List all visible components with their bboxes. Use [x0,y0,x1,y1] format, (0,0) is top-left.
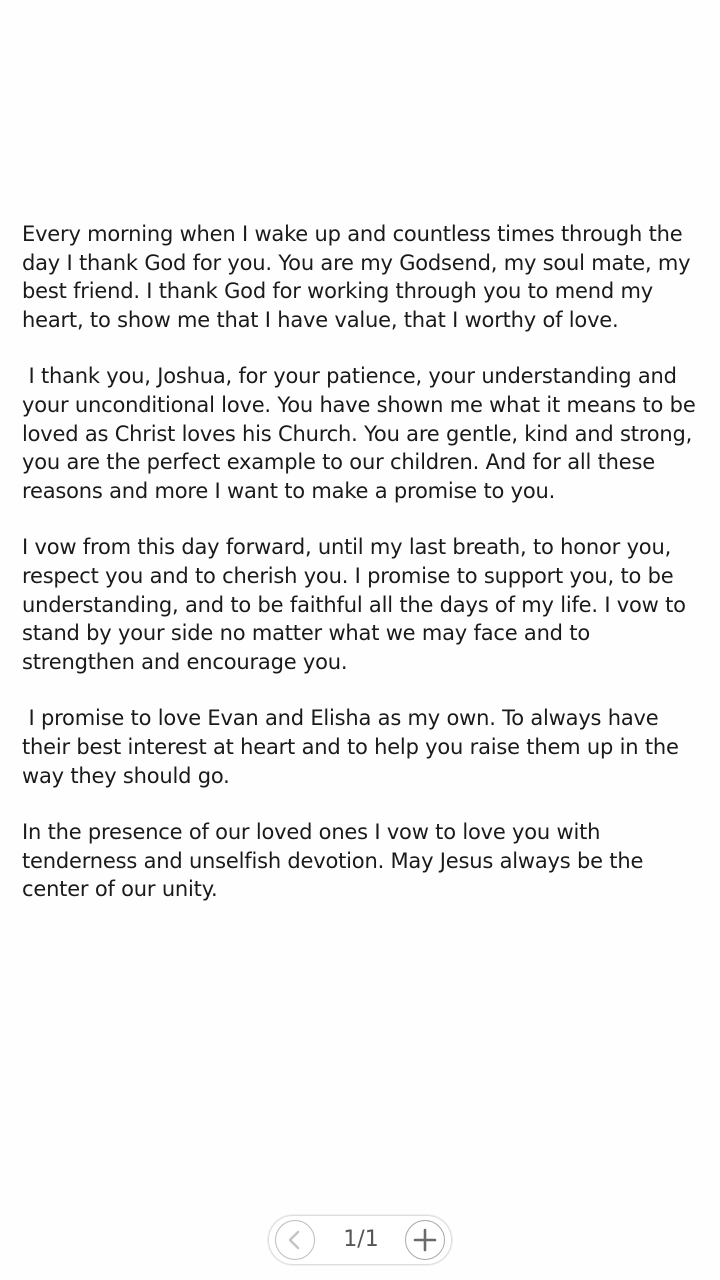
page-navigator [268,1215,452,1265]
plus-icon [413,1228,437,1252]
chevron-left-icon [285,1229,305,1251]
note-paragraph-2: I thank you, Joshua, for your patience, your understanding and your unconditional love. You have shown me what it means to be loved as Christ loves his Church. You are gentle, kind and strong, you are the perfect example to our children. And for all these reasons and more I want to make a promise to you. [22,364,703,503]
note-paragraph-1: Every morning when I wake up and countless times through the day I thank God for you. You are my Godsend, my soul mate, my best friend. I thank God for working through you to mend my heart, to show me that I have value, that I worthy of love. [22,222,697,332]
previous-page-button[interactable] [275,1220,315,1260]
note-body[interactable] [22,220,702,932]
note-paragraph-3: I vow from this day forward, until my last breath, to honor you, respect you and to cherish you. I promise to support you, to be understanding, and to be faithful all the days of my life. I vow to stand by your side no matter what we may face and to strengthen and encourage you. [22,535,693,674]
page-indicator: 1/1 [343,1227,379,1252]
note-paragraph-5: In the presence of our loved ones I vow to love you with tenderness and unselfish devotion. May Jesus always be the center of our unity. [22,820,650,902]
note-paragraph-4: I promise to love Evan and Elisha as my own. To always have their best interest at heart and to help you raise them up in the way they should go. [22,706,686,788]
add-page-button[interactable] [405,1220,445,1260]
